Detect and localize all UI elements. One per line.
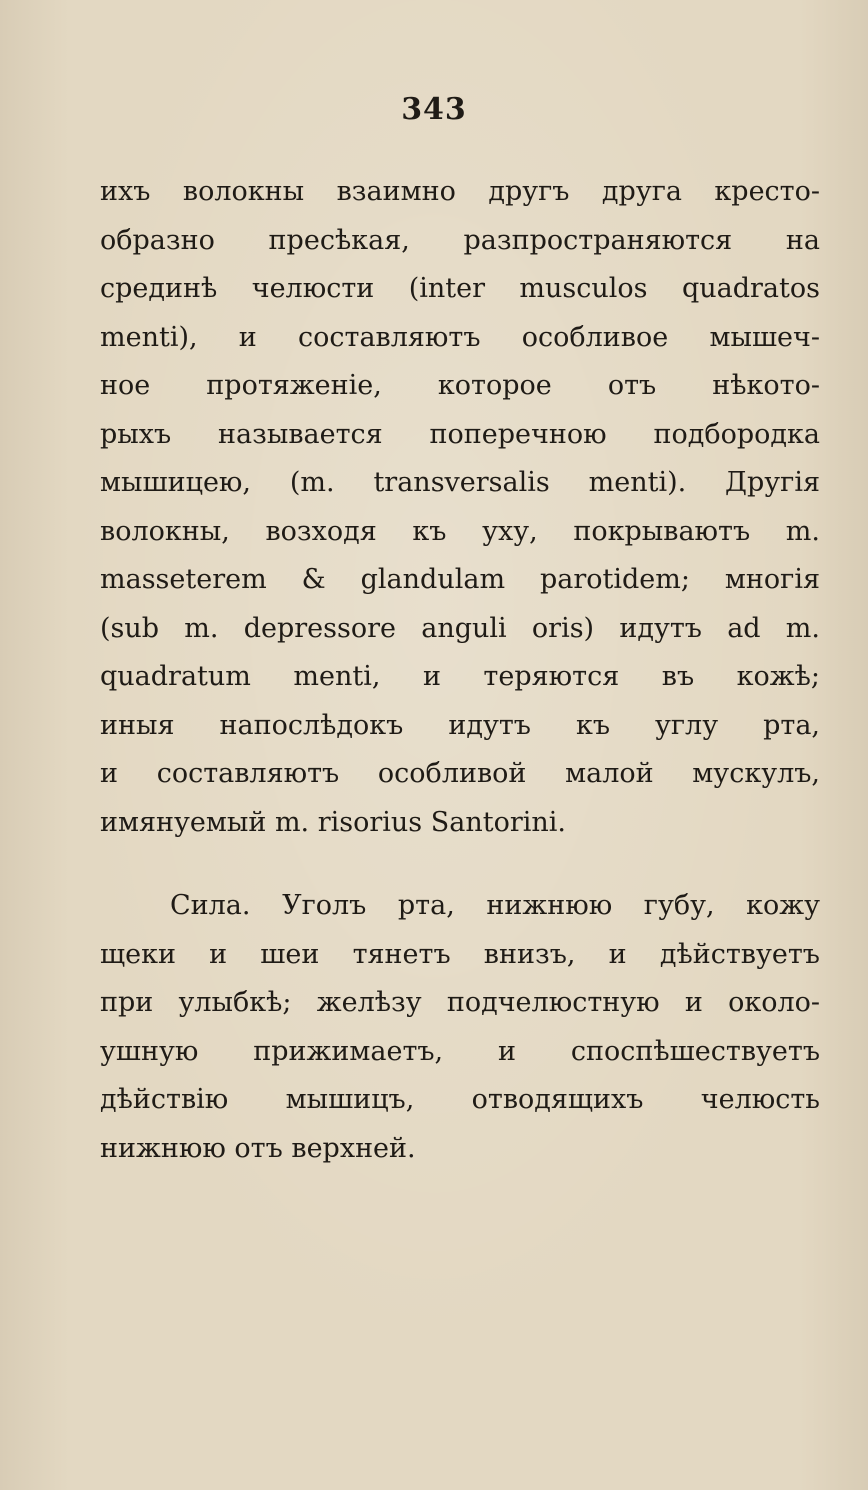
text-line: при улыбкѣ; желѣзу подчелюстную и около- xyxy=(100,987,820,1018)
text-line: иныя напослѣдокъ идутъ къ углу рта, xyxy=(100,709,820,741)
text-line: masseterem & glandulam parotidem; многія xyxy=(100,564,820,595)
paragraph-2 xyxy=(100,882,820,1173)
text-line: ушную прижимаетъ, и споспѣшествуетъ xyxy=(100,1035,820,1067)
text-line: срединѣ челюсти (inter musculos quadratos xyxy=(100,273,820,304)
text-line: Сила. Уголъ рта, нижнюю губу, кожу xyxy=(170,890,820,921)
text-line: имянуемый m. risorius Santorini. xyxy=(100,806,566,838)
text-line: и составляютъ особливой малой мускулъ, xyxy=(100,758,820,789)
text-line: ихъ волокны взаимно другъ друга кресто- xyxy=(100,176,820,207)
paragraph-1 xyxy=(100,168,820,847)
text-line: образно пресѣкая, разпространяются на xyxy=(100,224,820,256)
text-line: menti), и составляютъ особливое мышеч- xyxy=(100,321,820,353)
text-line: щеки и шеи тянетъ внизъ, и дѣйствуетъ xyxy=(100,938,820,970)
text-line: ное протяженіе, которое отъ нѣкото- xyxy=(100,370,820,401)
text-line: нижнюю отъ верхней. xyxy=(100,1132,416,1164)
text-line: quadratum menti, и теряются въ кожѣ; xyxy=(100,661,820,692)
text-line: (sub m. depressore anguli oris) идутъ ad m. xyxy=(100,612,820,644)
page-number: 343 xyxy=(401,92,467,127)
text-line: дѣйствію мышицъ, отводящихъ челюсть xyxy=(100,1084,820,1115)
text-line: рыхъ называется поперечною подбородка xyxy=(100,418,820,450)
text-line: волокны, возходя къ уху, покрываютъ m. xyxy=(100,515,820,547)
text-line: мышицею, (m. transversalis menti). Другія xyxy=(100,467,820,498)
